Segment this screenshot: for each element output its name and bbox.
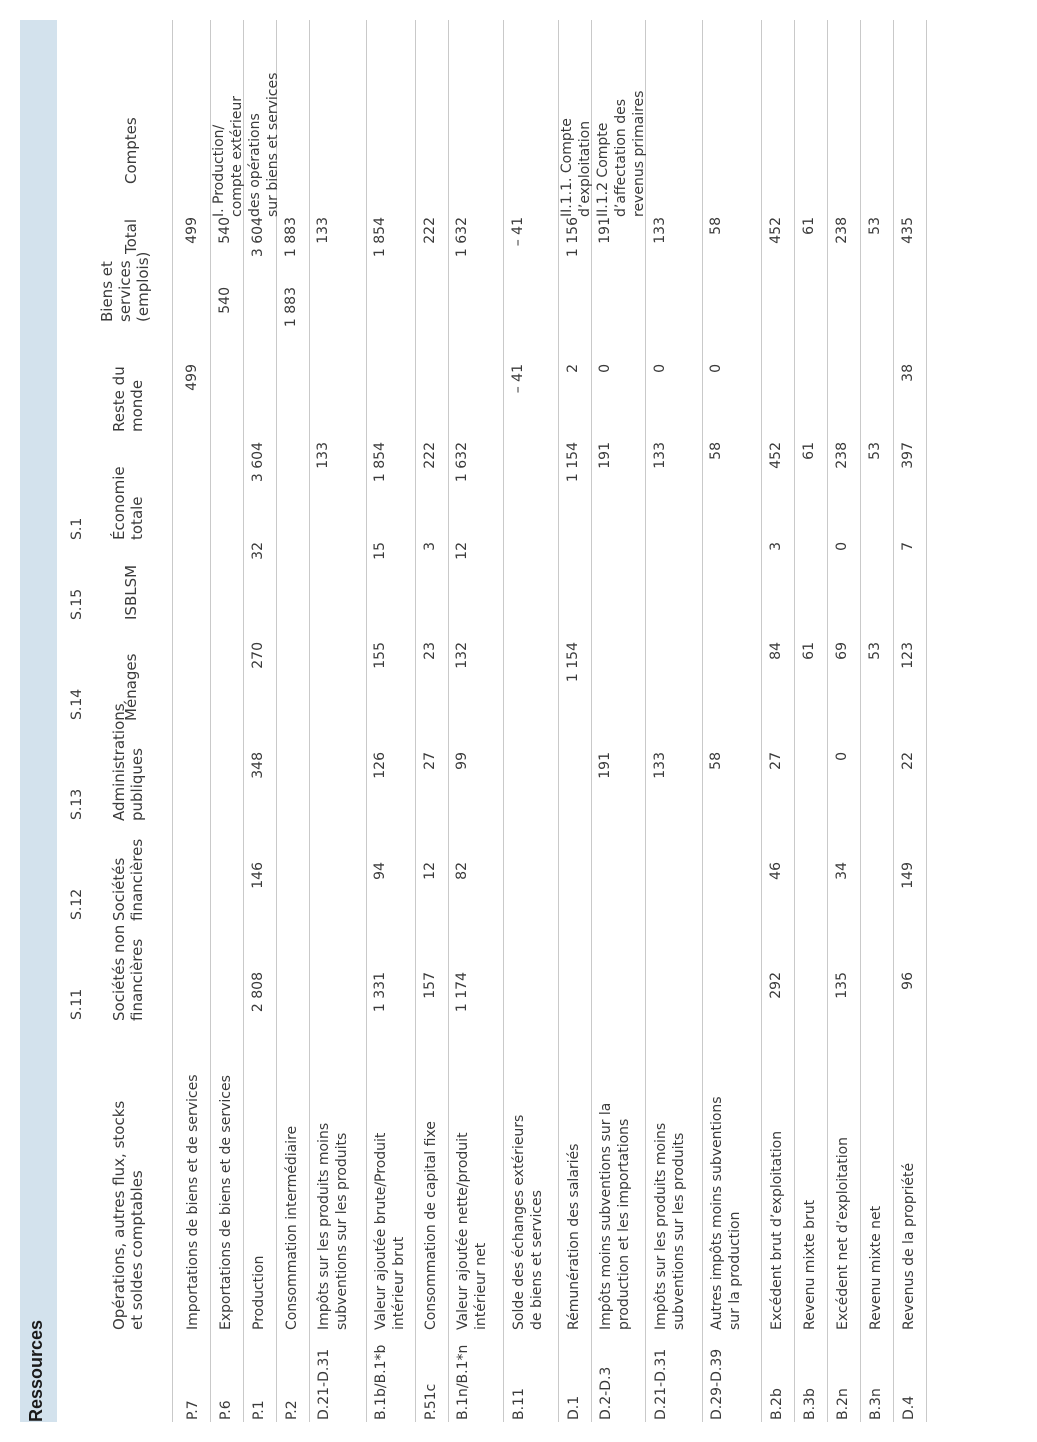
compte-group-2-line: d’affectation des xyxy=(613,98,629,217)
cell-s11: 157 xyxy=(422,972,438,999)
row-label-line: Consommation intermédiaire xyxy=(284,1125,300,1330)
cell-s13: 22 xyxy=(900,752,916,770)
cell-total: 222 xyxy=(422,217,438,244)
compte-group-1-line: I. Production/ xyxy=(211,124,227,217)
compte-group-2-line: d’exploitation xyxy=(577,120,593,217)
compte-group-2-line: II.1.2 Compte xyxy=(595,122,611,217)
row-separator xyxy=(893,20,894,1422)
cell-total: 435 xyxy=(900,217,916,244)
cell-total: 1 883 xyxy=(283,217,299,258)
row-code: D.1 xyxy=(566,1395,582,1420)
cell-s14: 69 xyxy=(834,642,850,660)
row-label-line: intérieur brut xyxy=(391,1236,407,1330)
cell-s12: 82 xyxy=(454,862,470,880)
header-comptes-line: Comptes xyxy=(122,117,140,184)
row-label-line: Autres impôts moins subventions xyxy=(709,1096,725,1330)
compte-group-2-line: revenus primaires xyxy=(631,90,647,217)
cell-total: 452 xyxy=(768,217,784,244)
title-band xyxy=(20,20,57,1422)
row-code: B.11 xyxy=(511,1388,527,1420)
cell-s15: 3 xyxy=(768,542,784,551)
cell-s11: 2 808 xyxy=(250,972,266,1013)
row-code: D.21-D.31 xyxy=(316,1348,332,1420)
cell-total: 61 xyxy=(801,217,817,235)
row-code: B.3n xyxy=(868,1388,884,1420)
cell-s13: 348 xyxy=(250,752,266,779)
header-bs-line: Biens et xyxy=(98,261,116,322)
row-code: B.2n xyxy=(835,1388,851,1420)
cell-s14: 132 xyxy=(454,642,470,669)
cell-total: 1 854 xyxy=(372,217,388,258)
compte-group-1-line: sur biens et services xyxy=(265,72,281,217)
row-label-line: Excédent brut d’exploitation xyxy=(769,1130,785,1330)
sector-code: S.15 xyxy=(69,588,85,620)
cell-rdm: 2 xyxy=(565,364,581,373)
cell-s12: 146 xyxy=(250,862,266,889)
row-label-line: Consommation de capital fixe xyxy=(423,1121,439,1330)
cell-s11: 96 xyxy=(900,972,916,990)
cell-s11: 292 xyxy=(768,972,784,999)
row-separator xyxy=(276,20,277,1422)
header-s11-line: Sociétés non xyxy=(110,924,128,1021)
cell-s11: 135 xyxy=(834,972,850,999)
row-label-line: subventions sur les produits xyxy=(334,1132,350,1330)
cell-total: 3 604 xyxy=(250,217,266,258)
row-separator xyxy=(558,20,559,1422)
cell-rdm: 0 xyxy=(708,364,724,373)
cell-s1: 133 xyxy=(652,442,668,469)
header-operations-line: Opérations, autres flux, stocks xyxy=(110,1100,128,1330)
header-operations-line: et soldes comptables xyxy=(128,1170,146,1330)
cell-s13: 133 xyxy=(652,752,668,779)
row-separator xyxy=(794,20,795,1422)
row-code: P.2 xyxy=(284,1400,300,1420)
header-s14-line: Ménages xyxy=(122,653,140,721)
row-separator xyxy=(448,20,449,1422)
row-separator xyxy=(366,20,367,1422)
cell-rdm: 0 xyxy=(597,364,613,373)
header-s1-line: Économie xyxy=(110,466,128,540)
cell-total: 499 xyxy=(184,217,200,244)
row-label-line: Exportations de biens et de services xyxy=(218,1075,234,1330)
sector-code: S.12 xyxy=(69,888,85,920)
cell-s13: 27 xyxy=(422,752,438,770)
row-label-line: de biens et services xyxy=(529,1190,545,1330)
cell-total: 133 xyxy=(315,217,331,244)
cell-s14: 123 xyxy=(900,642,916,669)
cell-total: – 41 xyxy=(510,217,526,247)
cell-bs: 1 883 xyxy=(283,287,299,328)
header-s1-line: totale xyxy=(128,496,146,540)
cell-s1: 238 xyxy=(834,442,850,469)
cell-s1: 133 xyxy=(315,442,331,469)
cell-s1: 397 xyxy=(900,442,916,469)
cell-s13: 27 xyxy=(768,752,784,770)
sector-code: S.1 xyxy=(69,517,85,540)
row-label-line: Impôts moins subventions sur la xyxy=(598,1102,614,1330)
cell-s1: 53 xyxy=(867,442,883,460)
row-label-line: Production xyxy=(251,1255,267,1330)
section-title: Ressources xyxy=(26,1319,46,1422)
cell-total: 1 156 xyxy=(565,217,581,258)
sector-code: S.11 xyxy=(69,988,85,1020)
cell-s1: 222 xyxy=(422,442,438,469)
header-rdm-line: Reste du xyxy=(110,366,128,432)
row-label-line: Rémunération des salariés xyxy=(566,1143,582,1330)
header-bs-line: services xyxy=(116,260,134,322)
row-label-line: production et les importations xyxy=(616,1118,632,1330)
cell-s12: 12 xyxy=(422,862,438,880)
row-separator xyxy=(415,20,416,1422)
row-label-line: Revenus de la propriété xyxy=(901,1162,917,1330)
row-code: B.2b xyxy=(769,1388,785,1420)
header-s12-line: financières xyxy=(128,838,146,921)
cell-s1: 191 xyxy=(597,442,613,469)
cell-s1: 1 854 xyxy=(372,442,388,483)
row-label-line: Valeur ajoutée nette/produit xyxy=(455,1132,471,1330)
cell-rdm: 38 xyxy=(900,364,916,382)
cell-total: 53 xyxy=(867,217,883,235)
row-separator xyxy=(210,20,211,1422)
row-code: B.1n/B.1*n xyxy=(455,1344,471,1420)
cell-s11: 1 174 xyxy=(454,972,470,1013)
cell-s14: 270 xyxy=(250,642,266,669)
cell-s14: 61 xyxy=(801,642,817,660)
cell-s13: 191 xyxy=(597,752,613,779)
cell-s12: 46 xyxy=(768,862,784,880)
cell-total: 133 xyxy=(652,217,668,244)
cell-s15: 32 xyxy=(250,542,266,560)
cell-s1: 61 xyxy=(801,442,817,460)
cell-s1: 58 xyxy=(708,442,724,460)
cell-bs: 540 xyxy=(217,287,233,314)
row-code: P.7 xyxy=(185,1400,201,1420)
cell-s11: 1 331 xyxy=(372,972,388,1013)
cell-s1: 452 xyxy=(768,442,784,469)
cell-total: 540 xyxy=(217,217,233,244)
row-code: B.3b xyxy=(802,1388,818,1420)
row-label-line: sur la production xyxy=(727,1211,743,1330)
row-label-line: intérieur net xyxy=(473,1242,489,1330)
cell-s15: 3 xyxy=(422,542,438,551)
header-bottom-rule xyxy=(172,20,173,1422)
row-code: D.29-D.39 xyxy=(709,1348,725,1420)
cell-rdm: 0 xyxy=(652,364,668,373)
cell-s13: 126 xyxy=(372,752,388,779)
header-s13-line: publiques xyxy=(128,748,146,821)
row-label-line: Revenu mixte brut xyxy=(802,1199,818,1330)
row-code: P.1 xyxy=(251,1400,267,1420)
row-code: D.21-D.31 xyxy=(653,1348,669,1420)
row-code: P.6 xyxy=(218,1400,234,1420)
cell-rdm: 499 xyxy=(184,364,200,391)
cell-s14: 84 xyxy=(768,642,784,660)
cell-s1: 3 604 xyxy=(250,442,266,483)
sector-code: S.14 xyxy=(69,688,85,720)
row-separator xyxy=(309,20,310,1422)
row-label-line: Revenu mixte net xyxy=(868,1205,884,1330)
row-code: D.2-D.3 xyxy=(598,1366,614,1420)
header-total-line: Total xyxy=(122,218,140,254)
compte-group-2-line: II.1.1. Compte xyxy=(559,118,575,217)
cell-total: 238 xyxy=(834,217,850,244)
cell-total: 1 632 xyxy=(454,217,470,258)
cell-total: 191 xyxy=(597,217,613,244)
row-separator xyxy=(591,20,592,1422)
row-separator xyxy=(827,20,828,1422)
row-label-line: Solde des échanges extérieurs xyxy=(511,1114,527,1330)
cell-s12: 94 xyxy=(372,862,388,880)
cell-s14: 23 xyxy=(422,642,438,660)
sector-code: S.13 xyxy=(69,788,85,820)
header-rdm-line: monde xyxy=(128,379,146,432)
header-bs-line: (emplois) xyxy=(134,251,152,322)
row-separator xyxy=(243,20,244,1422)
cell-s12: 34 xyxy=(834,862,850,880)
row-separator xyxy=(860,20,861,1422)
row-separator xyxy=(761,20,762,1422)
cell-s15: 0 xyxy=(834,542,850,551)
row-code: B.1b/B.1*b xyxy=(373,1344,389,1420)
row-separator xyxy=(503,20,504,1422)
row-separator xyxy=(926,20,927,1422)
cell-s1: 1 632 xyxy=(454,442,470,483)
row-label-line: Importations de biens et de services xyxy=(185,1074,201,1330)
cell-s14: 155 xyxy=(372,642,388,669)
header-s11-line: financières xyxy=(128,938,146,1021)
row-separator xyxy=(645,20,646,1422)
header-s13-line: Administrations xyxy=(110,703,128,821)
cell-s13: 58 xyxy=(708,752,724,770)
header-s15-line: ISBLSM xyxy=(122,564,140,620)
cell-s12: 149 xyxy=(900,862,916,889)
row-label-line: Valeur ajoutée brute/Produit xyxy=(373,1132,389,1330)
row-label-line: Impôts sur les produits moins xyxy=(316,1122,332,1330)
compte-group-1-line: des opérations xyxy=(247,113,263,217)
row-code: D.4 xyxy=(901,1395,917,1420)
cell-s14: 1 154 xyxy=(565,642,581,683)
cell-s1: 1 154 xyxy=(565,442,581,483)
cell-total: 58 xyxy=(708,217,724,235)
cell-s15: 7 xyxy=(900,542,916,551)
row-separator xyxy=(702,20,703,1422)
cell-s15: 15 xyxy=(372,542,388,560)
row-label-line: Impôts sur les produits moins xyxy=(653,1122,669,1330)
header-s12-line: Sociétés xyxy=(110,857,128,921)
row-label-line: Excédent net d’exploitation xyxy=(835,1136,851,1330)
compte-group-1-line: compte extérieur xyxy=(229,96,245,217)
cell-s13: 99 xyxy=(454,752,470,770)
cell-s14: 53 xyxy=(867,642,883,660)
cell-s15: 12 xyxy=(454,542,470,560)
row-label-line: subventions sur les produits xyxy=(671,1132,687,1330)
cell-rdm: – 41 xyxy=(510,364,526,394)
cell-s13: 0 xyxy=(834,752,850,761)
row-code: P.51c xyxy=(423,1383,439,1420)
